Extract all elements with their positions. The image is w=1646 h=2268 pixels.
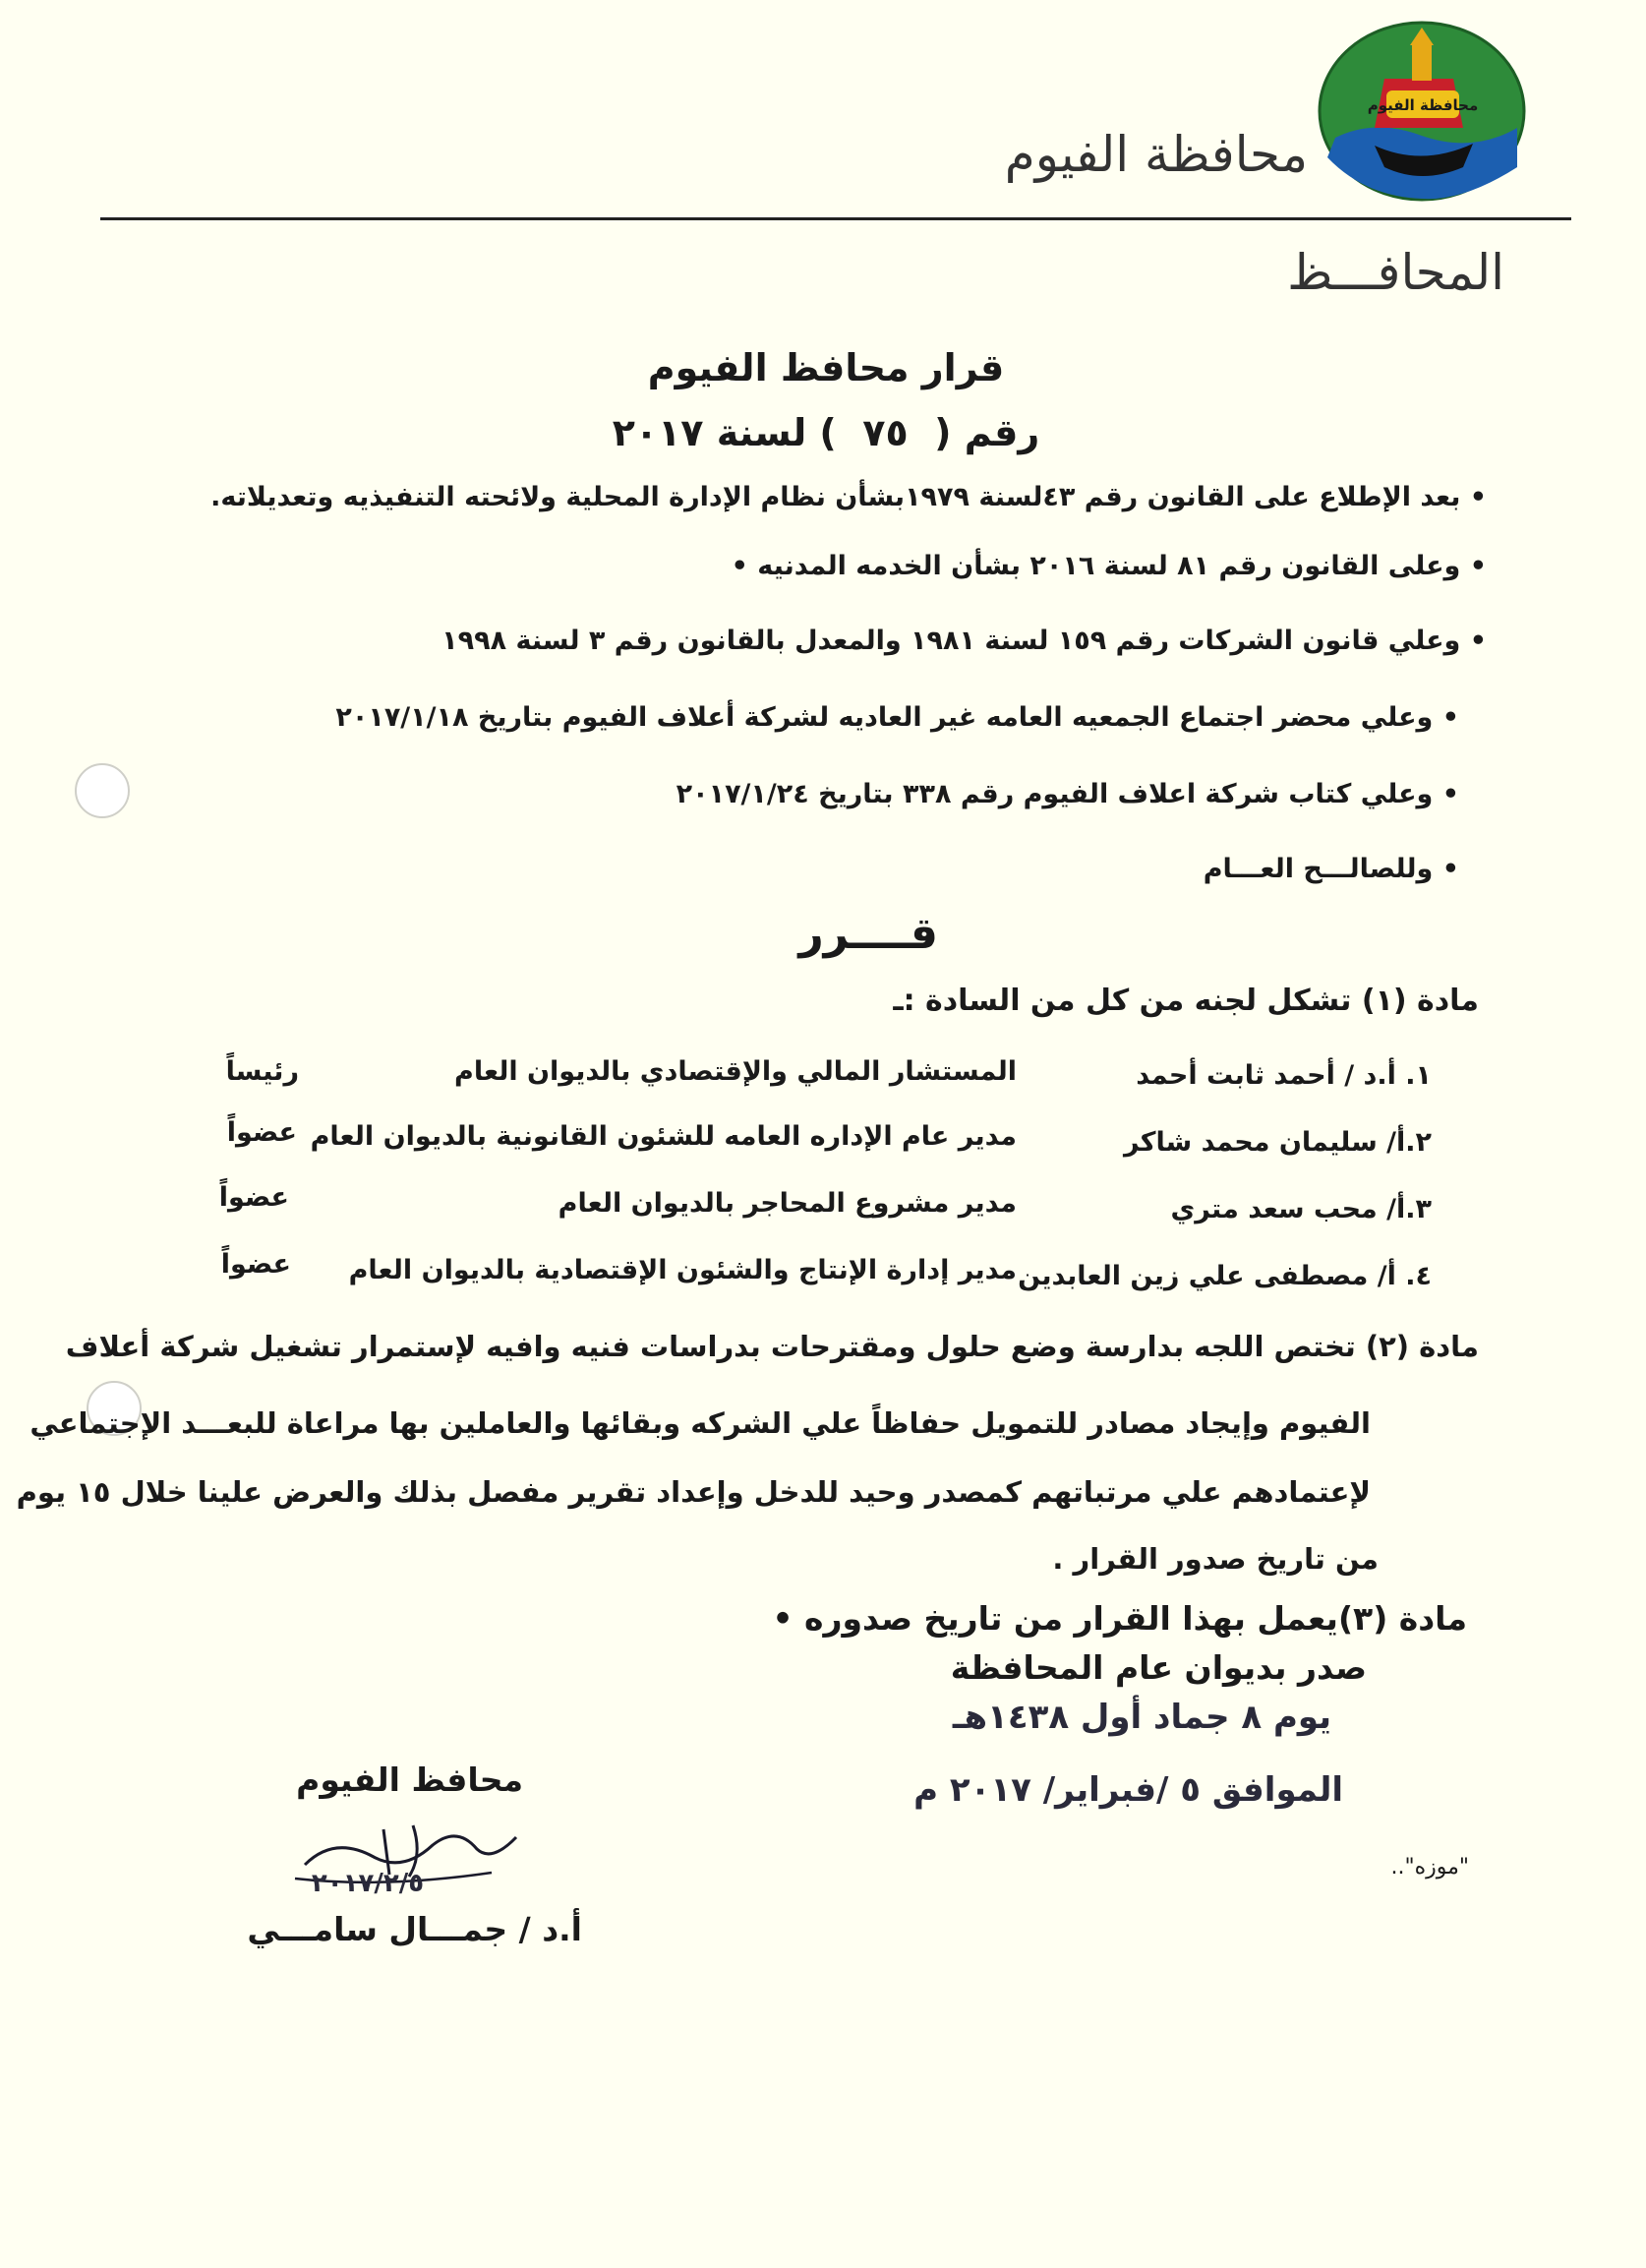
governorate-emblem — [1316, 20, 1528, 203]
recital-5: • وعلي كتاب شركة اعلاف الفيوم رقم ٣٣٨ بتاريخ ٢٠١٧/١/٢٤ — [676, 779, 1459, 809]
member-name: ١. أ.د / أحمد ثابت أحمد — [1136, 1060, 1432, 1091]
article-1: مادة (١) تشكل لجنه من كل من السادة :ـ — [893, 984, 1479, 1018]
typist-note: "موزه".. — [1390, 1855, 1469, 1880]
member-position: مدير مشروع المحاجر بالديوان العام — [558, 1188, 1017, 1219]
issued-at: صدر بديوان عام المحافظة — [950, 1648, 1367, 1687]
organization-name: محافظة الفيوم — [1004, 126, 1308, 183]
member-position: مدير إدارة الإنتاج والشئون الإقتصادية بالديوان العام — [348, 1255, 1017, 1285]
recital-1: • بعد الإطلاع على القانون رقم ٤٣لسنة ١٩٧٩بشأن نظام الإدارة المحلية ولائحته التنفيذيه وتعديلاته. — [210, 482, 1487, 512]
recital-6: • وللصالـــح العـــام — [1203, 854, 1459, 884]
signature-date: ٢٠١٧/٢/٥ — [311, 1869, 425, 1898]
header-rule — [100, 217, 1571, 220]
recital-4: • وعلي محضر اجتماع الجمعيه العامه غير العاديه لشركة أعلاف الفيوم بتاريخ ٢٠١٧/١/١٨ — [335, 702, 1459, 733]
member-role: عضواً — [226, 1117, 297, 1148]
member-role: رئيساً — [225, 1056, 299, 1087]
member-role: عضواً — [218, 1182, 289, 1213]
member-name: ٢.أ/ سليمان محمد شاكر — [1124, 1127, 1432, 1158]
member-position: المستشار المالي والإقتصادي بالديوان العام — [454, 1056, 1017, 1087]
member-position: مدير عام الإداره العامه للشئون القانونية بالديوان العام — [310, 1121, 1017, 1152]
decision-title: قرار محافظ الفيوم — [647, 346, 1005, 389]
emblem-lettering: محافظة الفيوم — [1367, 96, 1479, 114]
recital-3: • وعلي قانون الشركات رقم ١٥٩ لسنة ١٩٨١ والمعدل بالقانون رقم ٣ لسنة ١٩٩٨ — [441, 626, 1487, 656]
member-name: ٤. أ/ مصطفى علي زين العابدين — [1018, 1261, 1432, 1291]
decided-heading: قــــرر — [798, 909, 938, 959]
article-2-line: مادة (٢) تختص اللجه بدارسة وضع حلول ومقترحات بدراسات فنيه وافيه لإستمرار تشغيل شركة أعلاف — [65, 1330, 1479, 1363]
decision-number: رقم ( ٧٥ ) لسنة ٢٠١٧ — [612, 411, 1040, 454]
member-name: ٣.أ/ محب سعد متري — [1170, 1194, 1432, 1224]
member-role: عضواً — [220, 1249, 291, 1280]
article-2-line: من تاريخ صدور القرار . — [1052, 1542, 1379, 1576]
article-3: مادة (٣)يعمل بهذا القرار من تاريخ صدوره • — [772, 1599, 1467, 1638]
signatory-name: أ.د / جمـــال سامـــي — [247, 1910, 582, 1948]
recital-2: • وعلى القانون رقم ٨١ لسنة ٢٠١٦ بشأن الخدمه المدنيه • — [731, 551, 1487, 581]
article-2-line: الفيوم وإيجاد مصادر للتمويل حفاظاً علي الشركه وبقائها والعاملين بها مراعاة للبعـــد الإجتماعي — [29, 1406, 1371, 1440]
signatory-title: محافظ الفيوم — [296, 1761, 523, 1799]
article-2-line: لإعتمادهم علي مرتباتهم كمصدر وحيد للدخل وإعداد تقرير مفصل بذلك والعرض علينا خلال ١٥ يوم — [16, 1475, 1371, 1509]
issue-day: يوم ٨ جماد أول ١٤٣٨هـ — [952, 1698, 1331, 1737]
office-title: المحافـــظ — [1287, 244, 1504, 301]
issue-date-gregorian: الموافق ٥ /فبراير/ ٢٠١٧ م — [913, 1770, 1343, 1810]
